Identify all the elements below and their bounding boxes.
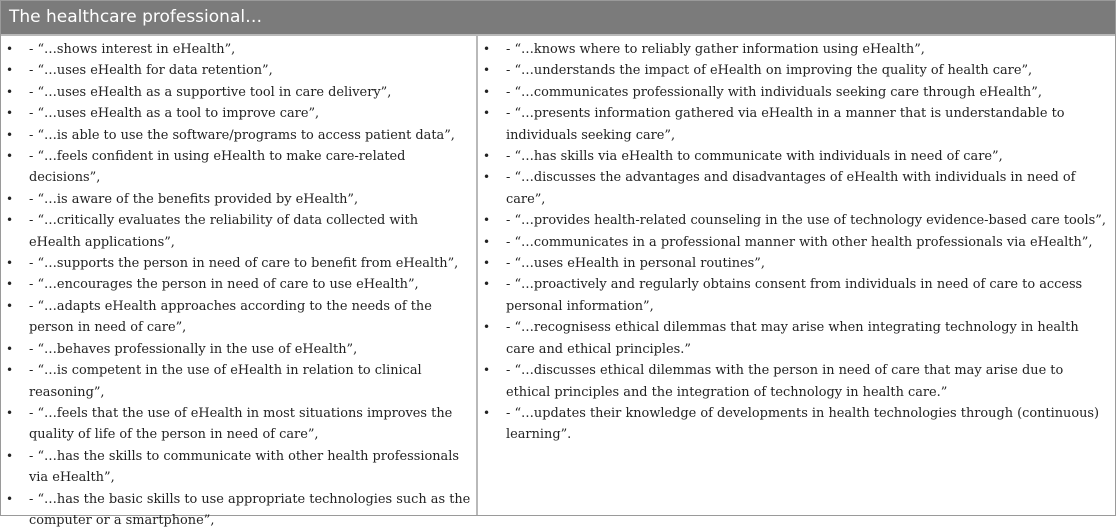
list-item [478,253,1115,274]
list-item [1,489,476,531]
list-item [1,60,476,81]
list-item-text: - “…has the basic skills to use appropriate technologies such as the computer or a smartphone”, [29,491,471,528]
bullet-icon: • [483,106,491,121]
list-item [478,403,1115,446]
list-item [478,317,1115,360]
bullet-icon: • [483,213,491,228]
list-item [1,39,476,60]
bullet-icon: • [483,405,491,420]
list-item [478,146,1115,167]
bullet-icon: • [6,405,14,420]
bullet-icon: • [6,106,14,121]
left-column [1,36,478,528]
list-item [478,274,1115,317]
bullet-icon: • [483,363,491,378]
list-item [478,82,1115,103]
bullet-icon: • [6,63,14,78]
bullet-icon: • [6,191,14,206]
list-item [1,103,476,124]
list-item [478,232,1115,253]
list-item-text: - “…provides health-related counseling in the use of technology evidence-based care tools”, [506,213,1106,229]
bullet-icon: • [483,42,491,56]
list-item [478,167,1115,210]
list-item [1,82,476,103]
list-item-text: - “…feels confident in using eHealth to make care-related decisions”, [29,149,406,186]
list-item-text: - “…feels that the use of eHealth in most situations improves the quality of life of the person in need of care”, [29,405,453,443]
list-item [478,360,1115,403]
list-item [1,253,476,274]
list-item-text: - “…discusses the advantages and disadvantages of eHealth with individuals in need of care”, [506,170,1076,207]
table-body [1,36,1115,528]
right-column [478,36,1115,515]
list-item [1,296,476,339]
bullet-icon: • [483,170,491,185]
bullet-icon: • [483,320,491,335]
list-item-text: - “…shows interest in eHealth”, [29,42,236,57]
list-item [1,360,476,403]
bullet-icon: • [6,256,14,271]
list-item-text: - “…communicates professionally with individuals seeking care through eHealth”, [506,84,1042,100]
list-item-text: - “…supports the person in need of care to benefit from eHealth”, [29,256,459,272]
list-item-text: - “…communicates in a professional manner with other health professionals via eHealth”, [506,234,1093,250]
list-item [1,274,476,295]
list-item [478,103,1115,146]
list-item-text: - “…uses eHealth for data retention”, [29,63,273,79]
bullet-icon: • [6,277,14,292]
bullet-icon: • [6,84,14,99]
list-item [478,60,1115,81]
list-item-text: - “…recognisess ethical dilemmas that may arise when integrating technology in health care and ethical principles.” [506,320,1079,357]
list-item [1,403,476,446]
list-item-text: - “…behaves professionally in the use of eHealth”, [29,341,358,357]
bullet-icon: • [6,127,14,142]
bullet-icon: • [6,491,14,506]
list-item [1,339,476,360]
bullet-icon: • [6,213,14,228]
list-item [478,210,1115,231]
bullet-icon: • [6,448,14,463]
bullet-icon: • [6,363,14,378]
bullet-icon: • [483,234,491,249]
left-list [1,39,476,531]
bullet-icon: • [483,277,491,292]
list-item-text: - “…has the skills to communicate with other health professionals via eHealth”, [29,448,459,486]
list-item [1,446,476,489]
bullet-icon: • [483,63,491,78]
list-item [1,189,476,210]
list-item-text: - “…uses eHealth as a supportive tool in care delivery”, [29,84,392,100]
list-item-text: - “…uses eHealth as a tool to improve care”, [29,106,320,122]
list-item-text: - “…knows where to reliably gather information using eHealth”, [506,42,925,57]
bullet-icon: • [483,256,491,271]
bullet-icon: • [6,149,14,164]
bullet-icon: • [483,149,491,164]
list-item-text: - “…critically evaluates the reliability of data collected with eHealth applications”, [29,213,419,250]
list-item-text: - “…updates their knowledge of developments in health technologies through (continuous) learning”. [506,405,1100,443]
list-item-text: - “…understands the impact of eHealth on improving the quality of health care”, [506,63,1033,79]
bullet-icon: • [6,42,14,56]
bullet-icon: • [483,84,491,99]
list-item-text: - “…is competent in the use of eHealth in relation to clinical reasoning”, [29,363,422,400]
list-item-text: - “…proactively and regularly obtains consent from individuals in need of care to access personal information”, [506,277,1083,314]
list-item [1,146,476,189]
list-item-text: - “…adapts eHealth approaches according to the needs of the person in need of care”, [29,298,432,336]
right-list [478,39,1115,446]
list-item-text: - “…presents information gathered via eHealth in a manner that is understandable to individuals seeking care”, [506,106,1065,143]
list-item-text: - “…is able to use the software/programs to access patient data”, [29,127,455,143]
bullet-icon: • [6,298,14,313]
list-item-text: - “…uses eHealth in personal routines”, [506,256,765,272]
list-item-text: - “…has skills via eHealth to communicate with individuals in need of care”, [506,149,1003,165]
bullet-icon: • [6,341,14,356]
list-item-text: - “…is aware of the benefits provided by eHealth”, [29,191,359,207]
list-item-text: - “…discusses ethical dilemmas with the person in need of care that may arise due to ethical principles and the integration of technology in health care.” [506,363,1064,400]
list-item [1,125,476,146]
table-header: The healthcare professional… [1,1,1115,36]
list-item-text: - “…encourages the person in need of care to use eHealth”, [29,277,419,293]
list-item [478,39,1115,60]
list-item [1,210,476,253]
